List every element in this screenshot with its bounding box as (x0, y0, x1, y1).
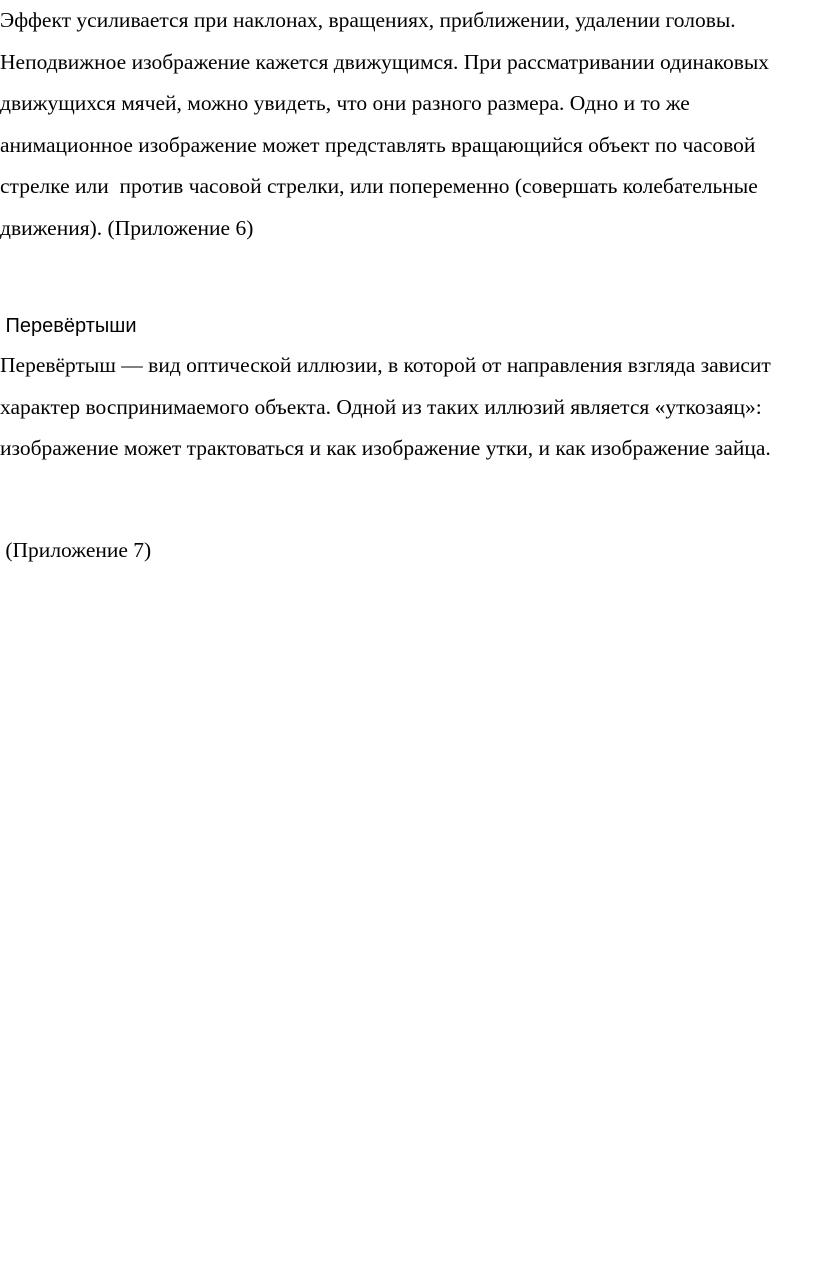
paragraph-appendix-reference: (Приложение 7) (0, 538, 152, 562)
paragraph-perevertysh-definition: Перевёртыш — вид оптической иллюзии, в которой от направления взгляда зависит характер воспринимаемого объекта. Одной из таких иллюзий является «уткозаяц»: изображение может трактоваться и как изображение утки, и как изображение зайца. (0, 353, 777, 460)
paragraph-effect-description: Эффект усиливается при наклонах, вращениях, приближении, удалении головы. Неподвижное изображение кажется движущимся. При рассматривании одинаковых движущихся мячей, можно увидеть, что они разного размера. Одно и то же анимационное изображение может представлять вращающийся объект по часовой стрелке или против часовой стрелки, или попеременно (совершать колебательные движения). (Приложение 6) (0, 8, 775, 240)
section-heading-perevertyshi: Перевёртыши (0, 315, 137, 337)
